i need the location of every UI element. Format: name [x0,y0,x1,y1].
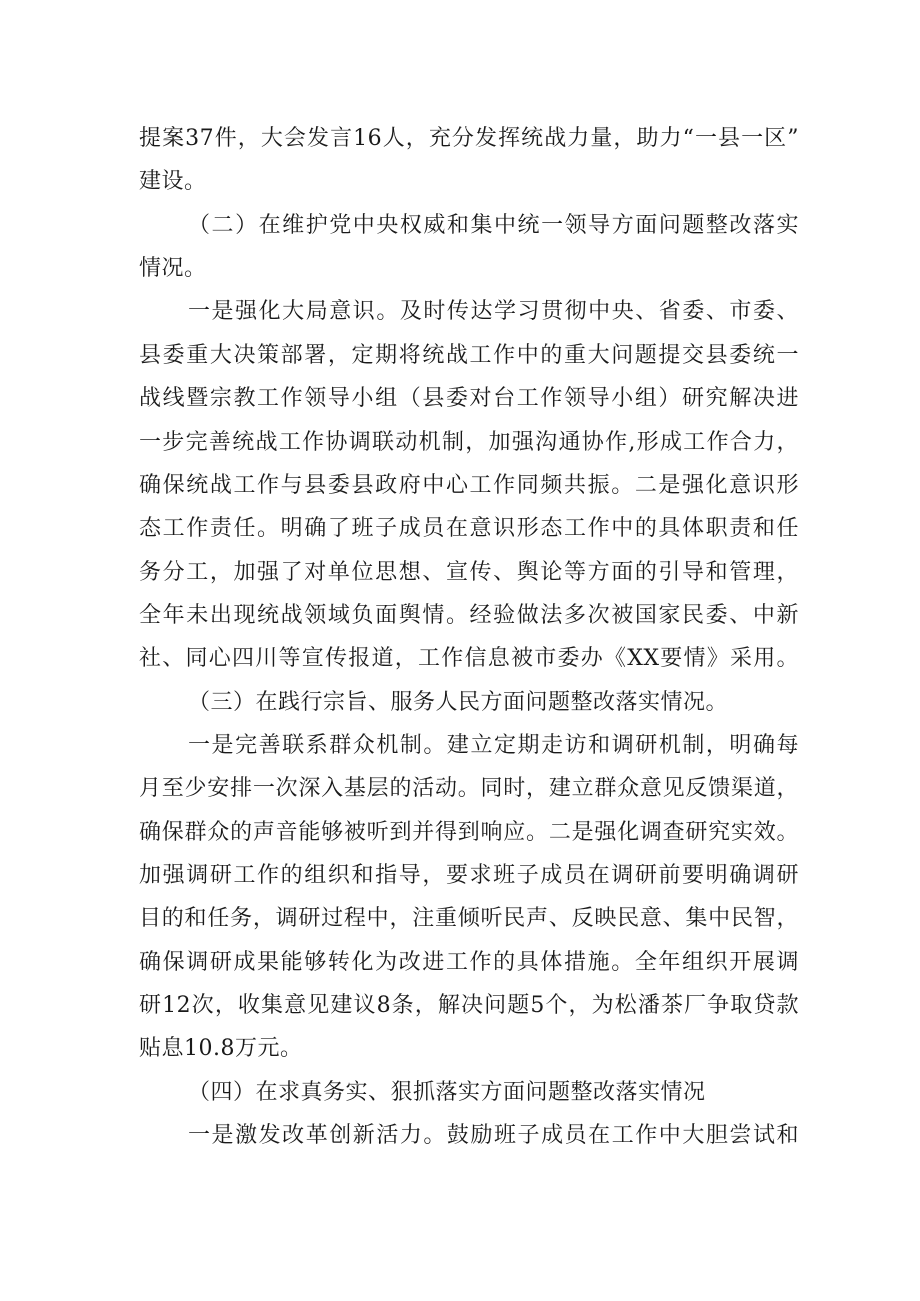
section-heading: （四）在求真务实、狠抓落实方面问题整改落实情况 [188,1080,706,1105]
section-heading: （二）在维护党中央权威和集中统一领导方面问题整改落实 [188,213,799,238]
paragraph-line: 确保统战工作与县委县政府中心工作同频共振。二是强化意识形 [139,473,799,498]
paragraph-line: 加强调研工作的组织和指导，要求班子成员在调研前要明确调研 [139,863,799,888]
paragraph-line: 一步完善统战工作协调联动机制，加强沟通协作,形成工作合力， [139,430,799,455]
paragraph-line: 目的和任务，调研过程中，注重倾听民声、反映民意、集中民智， [139,906,799,931]
paragraph-line: 一是激发改革创新活力。鼓励班子成员在工作中大胆尝试和 [188,1123,799,1148]
paragraph-line: 月至少安排一次深入基层的活动。同时，建立群众意见反馈渠道， [139,776,799,801]
paragraph-line: 全年未出现统战领域负面舆情。经验做法多次被国家民委、中新 [139,603,799,628]
paragraph-line: 建设。 [139,169,207,194]
paragraph-line: 一是强化大局意识。及时传达学习贯彻中央、省委、市委、 [188,299,799,324]
paragraph-line: 态工作责任。明确了班子成员在意识形态工作中的具体职责和任 [139,516,799,541]
paragraph-line: 研12次，收集意见建议8条，解决问题5个，为松潘茶厂争取贷款 [139,993,799,1018]
paragraph-line: 社、同心四川等宣传报道，工作信息被市委办《XX要情》采用。 [139,646,799,671]
section-heading: 情况。 [139,256,207,281]
paragraph-line: 县委重大决策部署，定期将统战工作中的重大问题提交县委统一 [139,343,799,368]
paragraph-line: 确保调研成果能够转化为改进工作的具体措施。全年组织开展调 [139,950,799,975]
paragraph-line: 贴息10.8万元。 [139,1036,303,1061]
paragraph-line: 提案37件，大会发言16人，充分发挥统战力量，助力“一县一区” [139,126,799,151]
paragraph-line: 一是完善联系群众机制。建立定期走访和调研机制，明确每 [188,733,799,758]
paragraph-line: 确保群众的声音能够被听到并得到响应。二是强化调查研究实效。 [139,820,799,845]
section-heading: （三）在践行宗旨、服务人民方面问题整改落实情况。 [188,690,729,715]
paragraph-line: 战线暨宗教工作领导小组（县委对台工作领导小组）研究解决进 [139,386,799,411]
paragraph-line: 务分工，加强了对单位思想、宣传、舆论等方面的引导和管理， [139,560,799,585]
